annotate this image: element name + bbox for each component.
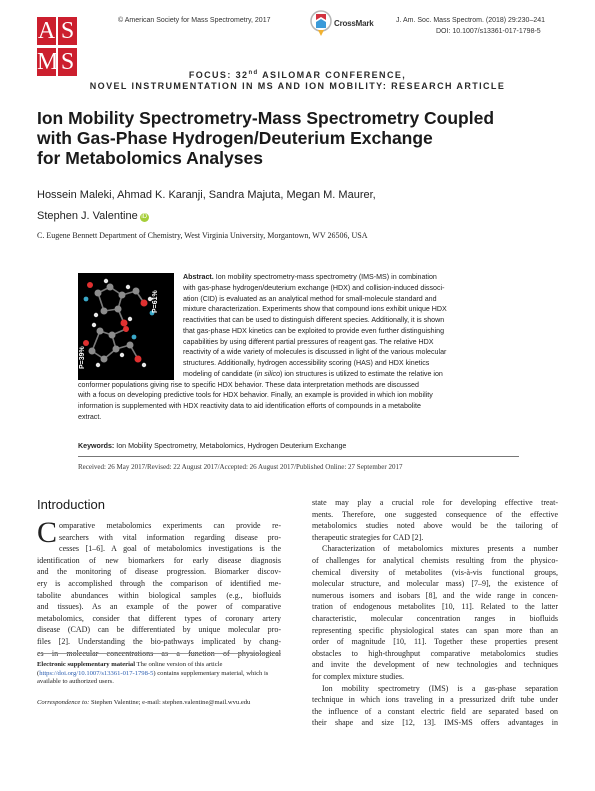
divider [78,456,519,457]
body-line: numerous isomers and isobars [8], and the wide range in concen- [312,590,558,600]
abstract-line: with gas-phase hydrogen/deuterium exchange (HDX) and collision-induced dissoci- [183,283,445,292]
publication-dates: Received: 26 May 2017/Revised: 22 August 2017/Accepted: 26 August 2017/Published Online: 27 September 2017 [78,463,403,471]
body-line: their shape and size [12, 13]. IMS-MS offers advantages in [312,718,558,728]
correspondence-text: Stephen Valentine; e-mail: stephen.valentine@mail.wvu.edu [89,699,251,706]
body-line: metabolomics studies noted above would be the tailoring of [312,521,558,531]
body-line: state may play a crucial role for developing effective treat- [312,498,558,507]
title-line: with Gas-Phase Hydrogen/Deuterium Exchange [37,128,433,148]
body-line: technique in which ions traveling in a pressurized drift tube under [312,695,558,705]
abstract-italic: in silico [256,369,281,378]
logo-letter: S [58,48,77,76]
abstract-line [183,369,519,380]
body-line: tration of endogenous metabolites [10, 11]. Related to the latter [312,602,558,612]
abstract-line: capabilities by using different partial pressures of reagent gas. The relative HDX [183,337,434,346]
abstract-text: Ion mobility spectrometry-mass spectrometry (IMS-MS) in combination [213,273,437,281]
focus-superscript: nd [248,70,259,76]
abstract-line: reactivities that can be used to distinguish different species. Additionally, it is shown [183,316,445,324]
title-line: for Metabolomics Analyses [37,148,263,168]
body-line: therapeutic strategies for CAD [2]. [312,532,424,542]
supplementary-text: The online version of this article ( [37,661,223,677]
abstract-line: information is supplemented with HDX reactivity data to aid identification efforts of compounds in a metabolite [78,402,421,410]
orcid-icon[interactable]: iD [141,214,148,220]
abstract-line: reactivity of a wide variety of molecules is discussed in light of the various molecular [183,348,447,357]
author-line: Hossein Maleki, Ahmad K. Karanji, Sandra Majuta, Megan M. Maurer, [37,189,376,201]
abstract-heading: Abstract. [183,273,214,281]
body-line: es in molecular concentrations as a function of physiological [37,648,281,658]
abstract-line [183,272,519,283]
body-line: and the monitoring of disease progression. Biomarker discov- [37,567,281,577]
body-line: omparative metabolomics experiments can provide re- [59,521,281,530]
body-line: identification of new biomarkers for early disease diagnosis [37,555,281,565]
abstract-line: conformer populations giving rise to specific HDX behavior. These data interpretation methods are discussed [78,380,419,389]
body-line: and tissues). As an example of the power of comparative [37,602,281,612]
abstract-line: that gas-phase HDX kinetics can be exploited to provide even further distinguishing [183,326,445,335]
body-line: molecular structure, and molecular mass) [7–9], the existence of [312,579,558,589]
body-line: disease (CAD) can be differentiated by unique molecular pro- [37,625,281,635]
logo-letter: S [58,17,77,45]
body-line: Ion mobility spectrometry (IMS) is a gas-phase separation [322,683,558,693]
body-line: obstacles to high-throughput comparative metabolomics studies [312,648,558,658]
copyright-line: © American Society for Mass Spectrometry, 2017 [118,17,271,24]
focus-text: ASILOMAR CONFERENCE, [258,70,407,80]
body-line: order of magnitude [10, 11]. Together these properties present [312,637,558,647]
toc-label-right: P=61% [152,290,159,313]
abstract-text: modeling of candidate ( [183,369,257,378]
toc-label-left: P=39% [79,346,86,369]
crossmark-icon[interactable] [310,10,332,37]
section-heading: Introduction [37,497,105,512]
keywords-text: Ion Mobility Spectrometry, Metabolomics, Hydrogen Deuterium Exchange [114,442,347,450]
footnote-divider [37,653,281,654]
logo-letter: A [37,18,56,44]
supplementary-note [37,661,281,687]
focus-banner-line-2: NOVEL INSTRUMENTATION IN MS AND ION MOBILITY: RESEARCH ARTICLE [89,81,506,91]
article-title [37,108,557,168]
correspondence [37,699,281,706]
body-line: metabolomics, consider that different types of coronary artery [37,613,281,623]
crossmark-label[interactable]: CrossMark [334,19,374,28]
supplementary-text: ) contains supplementary material, which is available to authorized users. [37,669,269,686]
abstract-line: structures. Additionally, hydrogen accessibility scoring (HAS) and HDX kinetics [183,359,430,367]
body-line: of challenges for analytical chemists resulting from the physico- [312,555,558,565]
body-line: representing specific physiological states can span more than an [312,625,558,635]
keywords-label: Keywords: [78,442,115,450]
body-line: Characterization of metabolomics mixtures presents a number [322,544,558,554]
body-line: ments. Therefore, one suggested consequence of the effective [312,509,558,519]
title-line: Ion Mobility Spectrometry-Mass Spectrometry Coupled [37,108,495,128]
keywords [78,442,346,450]
logo-letter: M [37,49,59,75]
author-line [37,206,376,227]
focus-banner-line-1 [0,70,595,80]
body-line: files [2]. Understanding the bio-pathways implicated by chang- [37,636,281,646]
doi[interactable]: DOI: 10.1007/s13361-017-1798-5 [436,28,541,35]
body-column-left [37,516,281,659]
abstract [78,272,519,423]
body-line: characteristic, molecular concentration ranges in biofluids [312,613,558,623]
abstract-line: mixture characterization. Experiments show that compound ions exhibit unique HDX [183,305,447,314]
body-line: the influence of a constant electric field are separated based on [312,706,558,716]
body-line: searchers with vital information regarding disease pro- [59,532,281,542]
supplementary-link[interactable]: https://doi.org/10.1007/s13361-017-1798-5 [39,669,154,677]
abstract-text: ) ion structures is utilized to estimate the relative ion [280,369,443,378]
abstract-line: extract. [78,412,102,421]
supplementary-label: Electronic supplementary material [37,661,136,668]
body-line: ery is accomplished through the comparison of identified me- [37,578,281,588]
focus-text: FOCUS: 32 [188,70,249,80]
author-list [37,185,376,227]
body-line: and invite the development of new technologies and techniques [312,660,558,670]
author-name: Stephen J. Valentine [37,210,138,222]
abstract-line: with a focus on developing predictive tools for HDX behavior. Finally, an example is provided in which ion mobility [78,391,433,400]
drop-cap: C [37,516,58,549]
body-column-right [312,497,558,729]
asms-logo [37,17,77,76]
affiliation: C. Eugene Bennett Department of Chemistry, West Virginia University, Morgantown, WV 26506, USA [37,231,368,240]
body-line: for complex mixture studies. [312,671,404,681]
body-line: chemical diversity of metabolites (vis-à-vis functional groups, [312,567,558,577]
abstract-line: ation (CID) is evaluated as an analytical method for small-molecule standard and [183,294,437,303]
correspondence-label: Correspondence to: [37,699,90,706]
journal-citation: J. Am. Soc. Mass Spectrom. (2018) 29:230–241 [396,17,546,24]
body-line: tabolite abundances within biological samples (e.g., biofluids [37,590,281,600]
body-line: cesses [1–6]. A goal of metabolomics investigations is the [59,544,281,554]
